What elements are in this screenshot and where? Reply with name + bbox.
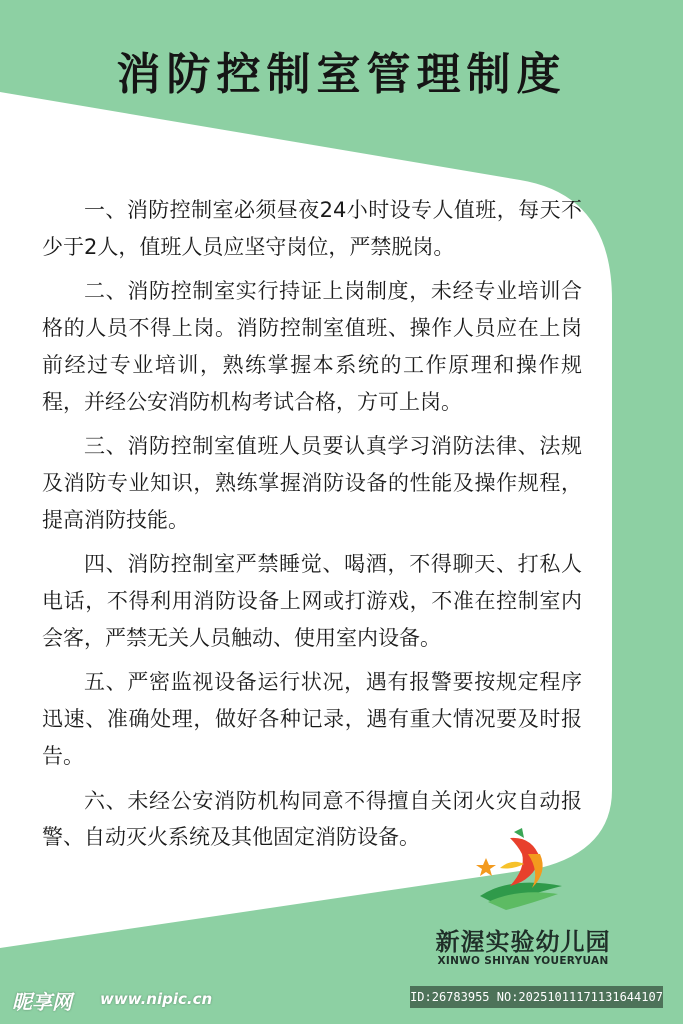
page-title: 消防控制室管理制度 [116, 49, 567, 100]
watermark-brand: 昵享网 [12, 990, 72, 1014]
kindergarten-logo-icon [470, 828, 570, 913]
regulation-item-3: 三、消防控制室值班人员要认真学习消防法律、法规及消防专业知识，熟练掌握消防设备的性能及操作规程，提高消防技能。 [42, 434, 582, 532]
school-name: 新渥实验幼儿园 [435, 928, 611, 956]
watermark-url: www.nipic.cn [100, 990, 213, 1008]
regulation-text [42, 192, 582, 864]
regulation-item-4: 四、消防控制室严禁睡觉、喝酒，不得聊天、打私人电话，不得利用消防设备上网或打游戏，不准在控制室内会客，严禁无关人员触动、使用室内设备。 [42, 552, 582, 650]
regulation-item-1: 一、消防控制室必须昼夜24小时设专人值班，每天不少于2人，值班人员应坚守岗位，严禁脱岗。 [42, 198, 582, 259]
regulation-item-6: 六、未经公安消防机构同意不得擅自关闭火灾自动报警、自动灭火系统及其他固定消防设备。 [42, 788, 582, 850]
watermark-id: ID:26783955 NO:20251011171131644107 [410, 986, 663, 1008]
regulation-item-2: 二、消防控制室实行持证上岗制度，未经专业培训合格的人员不得上岗。消防控制室值班、操作人员应在上岗前经过专业培训，熟练掌握本系统的工作原理和操作规程，并经公安消防机构考试合格，方可上岗。 [42, 279, 582, 414]
school-name-english: XINWO SHIYAN YOUERYUAN [437, 955, 609, 967]
regulation-item-5: 五、严密监视设备运行状况，遇有报警要按规定程序迅速、准确处理，做好各种记录，遇有重大情况要及时报告。 [42, 670, 582, 768]
